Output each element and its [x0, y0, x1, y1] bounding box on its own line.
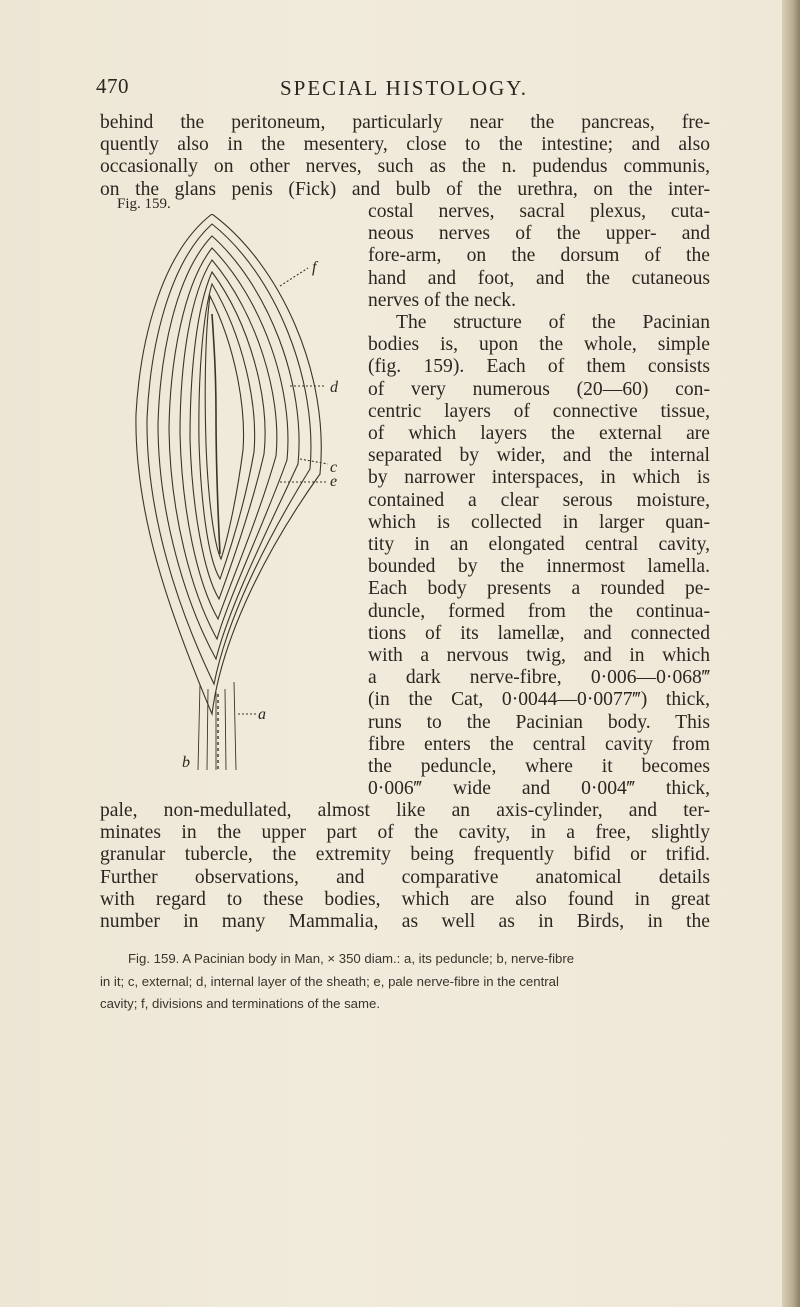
leader-line [280, 268, 308, 286]
text-line: occasionally on other nerves, such as the n. pudendus communis, [100, 156, 710, 178]
text-line: nerves of the neck. [368, 289, 516, 311]
text-line: costal nerves, sacral plexus, cuta- [368, 201, 710, 222]
text-line: 0·006‴ wide and 0·004‴ thick, [368, 778, 710, 800]
text-line: quently also in the mesentery, close to the intestine; and also [100, 134, 710, 156]
caption-line: cavity; f, divisions and terminations of the same. [100, 996, 380, 1011]
text-line: (in the Cat, 0·0044—0·0077‴) thick, [368, 689, 710, 711]
text-line: behind the peritoneum, particularly near the pancreas, fre- [100, 112, 710, 133]
text-line: neous nerves of the upper- and [368, 223, 710, 245]
text-line: centric layers of connective tissue, [368, 400, 710, 422]
sheath-layer [169, 248, 288, 639]
paragraph-side [368, 201, 710, 800]
running-title: SPECIAL HISTOLOGY. [280, 76, 528, 100]
text-line: the peduncle, where it becomes [368, 756, 710, 778]
paragraph-top [100, 112, 710, 201]
central-cavity [205, 296, 243, 559]
text-line: tions of its lamellæ, and connected [368, 622, 710, 644]
text-line: contained a clear serous moisture, [368, 489, 710, 511]
text-line: a dark nerve-fibre, 0·006—0·068‴ [368, 667, 710, 689]
outer-layer [136, 214, 321, 714]
text-line: separated by wider, and the internal [368, 445, 710, 467]
text-line: of very numerous (20—60) con- [368, 378, 710, 400]
text-line: bounded by the innermost lamella. [368, 556, 710, 578]
text-line: with a nervous twig, and in which [368, 645, 710, 667]
label-d: d [330, 379, 338, 396]
leader-line [300, 459, 328, 464]
text-line: number in many Mammalia, as well as in Birds, in the [100, 911, 710, 933]
sheath-layer [147, 224, 311, 684]
text-line: by narrower interspaces, in which is [368, 467, 710, 489]
internal-layer [190, 272, 265, 599]
label-c: c [330, 459, 338, 476]
caption-line: Fig. 159. A Pacinian body in Man, × 350 diam.: a, its peduncle; b, nerve-fibre [128, 951, 575, 966]
text-line: of which layers the external are [368, 423, 710, 445]
text-line: (fig. 159). Each of them consists [368, 356, 710, 378]
text-line: pale, non-medullated, almost like an axis-cylinder, and ter- [100, 800, 710, 821]
text-line: minates in the upper part of the cavity, in a free, slightly [100, 822, 710, 844]
paragraph-bottom [100, 800, 710, 933]
sheath-layer [158, 236, 299, 659]
text-line: fibre enters the central cavity from [368, 733, 710, 755]
page-number: 470 [96, 74, 129, 98]
sheath-layer [180, 260, 277, 619]
text-line: hand and foot, and the cutaneous [368, 267, 710, 289]
label-b: b [182, 754, 190, 770]
text-line: The structure of the Pacinian [396, 312, 710, 334]
text-line: with regard to these bodies, which are also found in great [100, 888, 710, 910]
nerve-fibre [212, 314, 220, 554]
text-line: fore-arm, on the dorsum of the [368, 245, 710, 267]
text-line: on the glans penis (Fick) and bulb of the urethra, on the inter- [100, 178, 710, 200]
text-line: Each body presents a rounded pe- [368, 578, 710, 600]
label-a: a [258, 706, 266, 723]
text-line: duncle, formed from the continua- [368, 600, 710, 622]
caption-line: in it; c, external; d, internal layer of the sheath; e, pale nerve-fibre in the central [100, 973, 559, 989]
text-line: which is collected in larger quan- [368, 511, 710, 533]
label-e: e [330, 473, 338, 490]
text-line: runs to the Pacinian body. This [368, 711, 710, 733]
figure-label: Fig. 159. [117, 196, 171, 212]
figure-caption [100, 948, 708, 1016]
running-header [0, 74, 785, 104]
label-f: f [312, 259, 317, 276]
page-edge [782, 0, 800, 1307]
text-line: granular tubercle, the extremity being frequently bifid or trifid. [100, 844, 710, 866]
text-line: tity in an elongated central cavity, [368, 534, 710, 556]
text-line: bodies is, upon the whole, simple [368, 334, 710, 356]
text-line: Further observations, and comparative anatomical details [100, 866, 710, 888]
pacinian-body-figure [130, 214, 350, 770]
